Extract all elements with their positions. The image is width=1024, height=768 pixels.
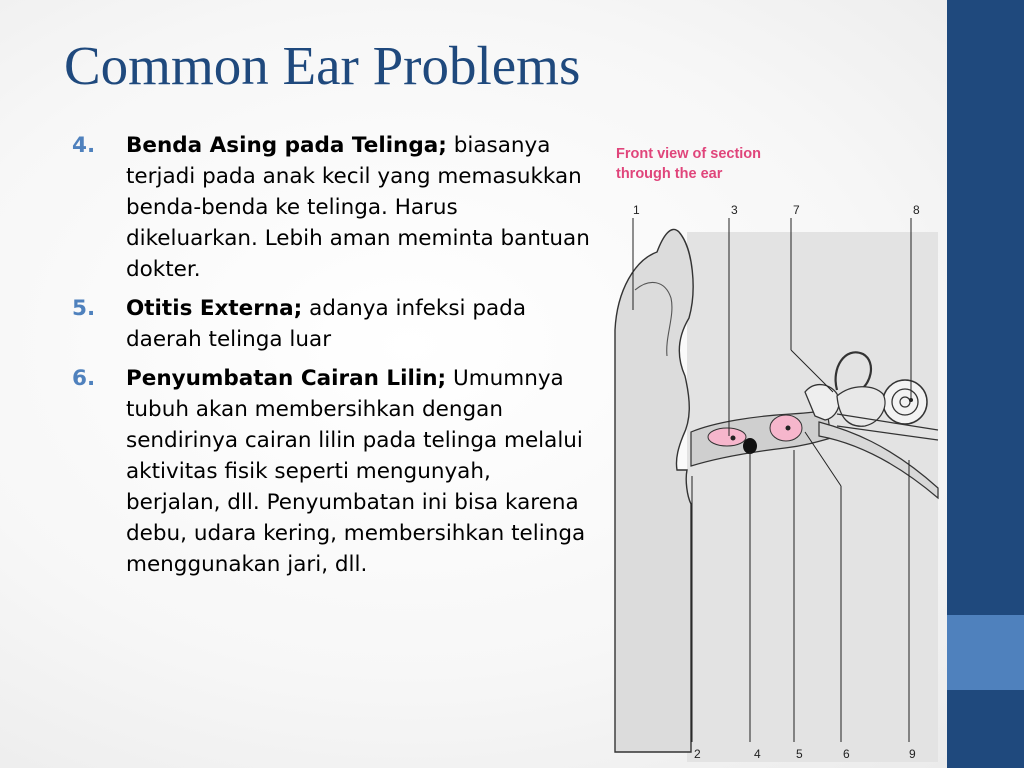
wax-dot-small (731, 436, 736, 441)
caption-line-2: through the ear (616, 166, 723, 182)
sidebar-accent-block (947, 615, 1024, 690)
label-8: 8 (913, 203, 920, 217)
label-5: 5 (796, 747, 803, 761)
item-number: 6. (72, 366, 96, 391)
figure-caption (616, 144, 761, 184)
label-9: 9 (909, 747, 916, 761)
list-item (72, 363, 592, 580)
item-term: Penyumbatan Cairan Lilin; (126, 366, 447, 391)
item-text: biasanya terjadi pada anak kecil yang memasukkan benda-benda ke telinga. Harus dikeluarkan. Lebih aman meminta bantuan dokter. (126, 133, 590, 282)
label-1: 1 (633, 203, 640, 217)
section-background (687, 232, 938, 762)
item-term: Otitis Externa; (126, 296, 303, 321)
item-text: adanya infeksi pada daerah telinga luar (126, 296, 526, 352)
ear-diagram (605, 140, 945, 768)
label-2: 2 (694, 747, 701, 761)
cochlea-outer (883, 380, 927, 424)
item-text: Umumnya tubuh akan membersihkan dengan sendirinya cairan lilin pada telinga melalui aktivitas fisik seperti mengunyah, berjalan, dll. Penyumbatan ini bisa karena debu, udara kering, membersihkan telinga menggunakan jari, dll. (126, 366, 586, 577)
pinna-shape (615, 229, 693, 752)
label-7: 7 (793, 203, 800, 217)
item-number: 4. (72, 133, 96, 158)
earwax-plug (743, 438, 757, 454)
wax-dot (786, 426, 791, 431)
wax-deposit (708, 428, 746, 446)
list-item (72, 293, 592, 355)
item-term: Benda Asing pada Telinga; (126, 133, 447, 158)
label-4: 4 (754, 747, 761, 761)
problem-list (72, 130, 592, 588)
ear-illustration (605, 140, 945, 768)
item-number: 5. (72, 296, 96, 321)
caption-line-1: Front view of section (616, 146, 762, 162)
list-item (72, 130, 592, 285)
slide-title: Common Ear Problems (64, 35, 581, 96)
label-3: 3 (731, 203, 738, 217)
leader-dot-8 (909, 398, 913, 402)
label-6: 6 (843, 747, 850, 761)
